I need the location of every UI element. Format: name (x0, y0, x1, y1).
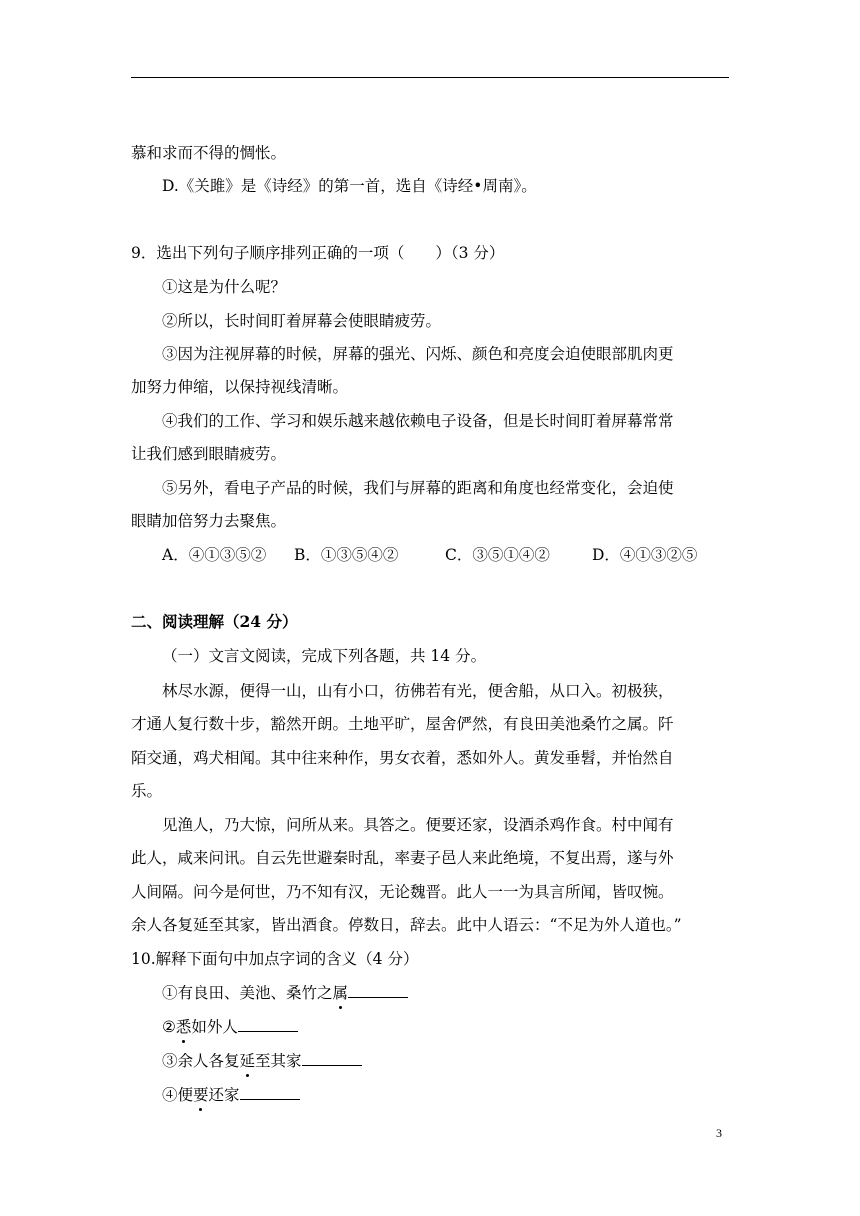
dotted-char: 要 (193, 1086, 209, 1104)
q10-item-1-text: ①有良田、美池、桑竹之 (162, 984, 333, 1002)
q10-item-4 (162, 1084, 300, 1106)
q9-sentence-1: ①这是为什么呢？ (162, 278, 287, 296)
passage-line: 人间隔。问今是何世，乃不知有汉，无论魏晋。此人一一为具言所闻，皆叹惋。 (131, 883, 674, 901)
passage-line: 此人，咸来问讯。自云先世避秦时乱，率妻子邑人来此绝境，不复出焉，遂与外 (131, 849, 674, 867)
q10-item-3-text: ③余人各复 (162, 1052, 240, 1070)
passage-line: 余人各复延至其家，皆出酒食。停数日，辞去。此中人语云：“不足为外人道也。” (131, 916, 682, 934)
dotted-char: 延 (239, 1052, 256, 1070)
q10-item-1 (162, 982, 408, 1004)
answer-blank[interactable] (348, 983, 408, 998)
q10-item-2 (162, 1016, 298, 1038)
answer-blank[interactable] (240, 1085, 300, 1100)
q9-option-d: D．④①③②⑤ (592, 546, 698, 564)
q9-sentence-3b: 加努力伸缩，以保持视线清晰。 (131, 378, 349, 396)
page-number: 3 (716, 1126, 722, 1140)
q10-stem: 10.解释下面句中加点字词的含义（4 分） (131, 950, 419, 968)
continuation-line: 慕和求而不得的惆怅。 (131, 144, 287, 162)
q9-sentence-4b: 让我们感到眼睛疲劳。 (131, 445, 287, 463)
q10-item-3-text-b: 至其家 (255, 1052, 302, 1070)
q9-sentence-3a: ③因为注视屏幕的时候，屏幕的强光、闪烁、颜色和亮度会迫使眼部肌肉更 (162, 345, 674, 363)
q8-option-d: D.《关雎》是《诗经》的第一首，选自《诗经•周南》。 (162, 177, 537, 195)
q9-sentence-2: ②所以，长时间盯着屏幕会使眼睛疲劳。 (162, 312, 442, 330)
q9-stem: 9．选出下列句子顺序排列正确的一项（ ）（3 分） (131, 244, 505, 262)
q9-sentence-5a: ⑤另外，看电子产品的时候，我们与屏幕的距离和角度也经常变化，会迫使 (162, 479, 674, 497)
dotted-char: 悉 (175, 1018, 192, 1036)
q10-item-4-text: ④便 (162, 1086, 194, 1104)
q10-item-4-text-b: 还家 (208, 1086, 240, 1104)
q10-item-2-num: ② (162, 1018, 176, 1036)
q9-sentence-5b: 眼睛加倍努力去聚焦。 (131, 512, 287, 530)
q9-option-a: A．④①③⑤② (162, 546, 267, 564)
answer-blank[interactable] (302, 1051, 362, 1066)
passage-line: 见渔人，乃大惊，问所从来。具答之。便要还家，设酒杀鸡作食。村中闻有 (162, 816, 674, 834)
dotted-char: 属 (332, 984, 349, 1002)
passage-line: 乐。 (131, 782, 163, 800)
passage-line: 才通人复行数十步，豁然开朗。土地平旷，屋舍俨然，有良田美池桑竹之属。阡 (131, 715, 674, 733)
q9-sentence-4a: ④我们的工作、学习和娱乐越来越依赖电子设备，但是长时间盯着屏幕常常 (162, 412, 674, 430)
header-rule (131, 77, 729, 78)
passage-line: 林尽水源，便得一山，山有小口，彷佛若有光，便舍船，从口入。初极狭， (162, 682, 674, 700)
section-heading: 二、阅读理解（24 分） (131, 612, 298, 631)
answer-blank[interactable] (238, 1017, 298, 1032)
q10-item-3 (162, 1050, 362, 1072)
part1-intro: （一）文言文阅读，完成下列各题，共 14 分。 (162, 647, 487, 665)
passage-line: 陌交通，鸡犬相闻。其中往来种作，男女衣着，悉如外人。黄发垂髫，并怡然自 (131, 749, 674, 767)
q9-option-c: C．③⑤①④② (445, 546, 550, 564)
q9-option-b: B．①③⑤④② (294, 546, 399, 564)
q10-item-2-text: 如外人 (191, 1018, 238, 1036)
